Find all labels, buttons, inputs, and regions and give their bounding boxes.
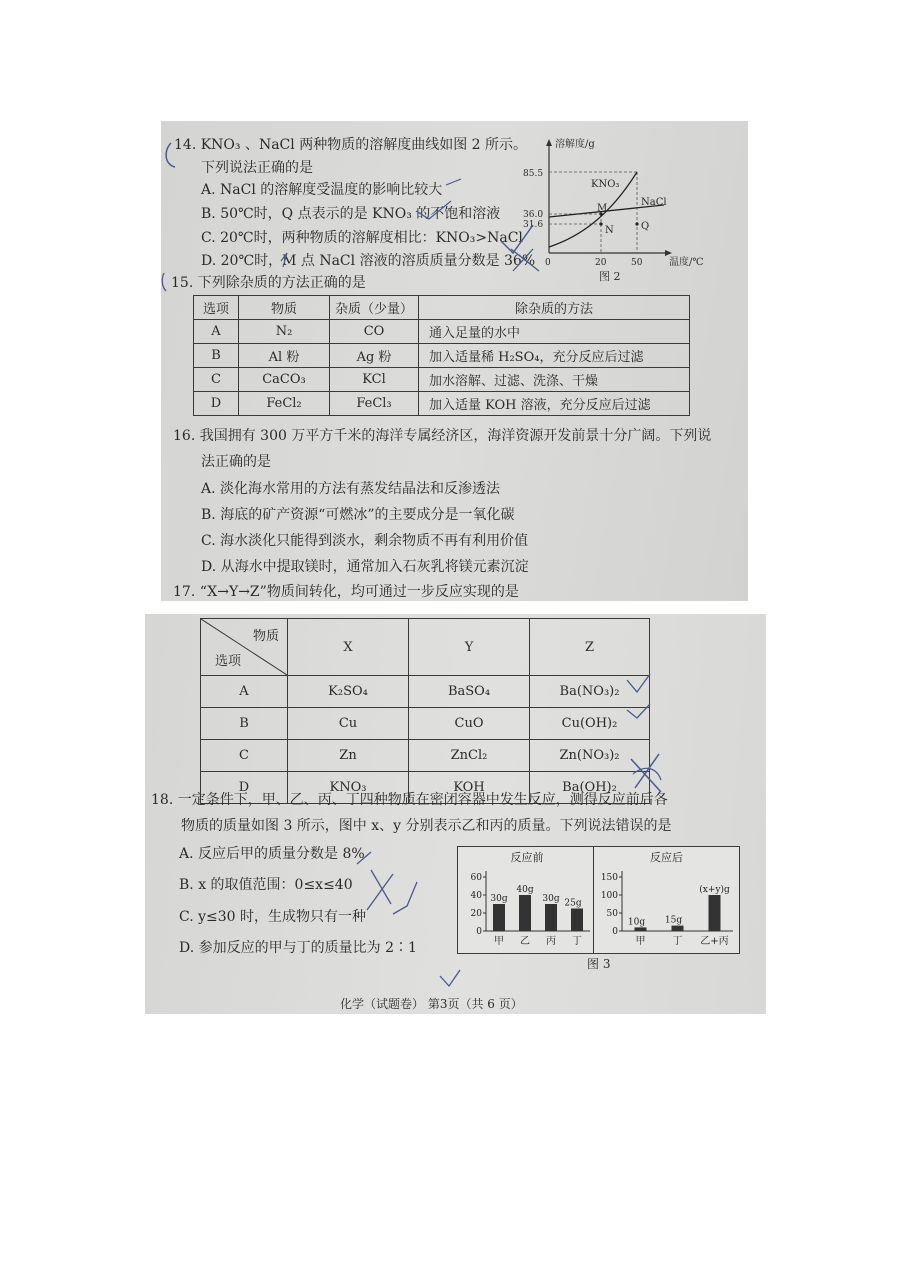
y-tick-label: 20 bbox=[470, 909, 482, 919]
q14-stem-2: 下列说法正确的是 bbox=[201, 160, 313, 176]
table-cell: Cu bbox=[288, 708, 409, 740]
y-tick-label: 40 bbox=[470, 891, 482, 901]
table-cell: FeCl₂ bbox=[239, 392, 330, 416]
table-cell: FeCl₃ bbox=[330, 392, 419, 416]
x-tick-label: 丁 bbox=[672, 936, 683, 947]
y-tick-label: 0 bbox=[476, 927, 482, 937]
q16-stem: 16. 我国拥有 300 万平方千米的海洋专属经济区，海洋资源开发前景十分广阔。下列说 bbox=[173, 428, 712, 444]
table-cell: KNO₃ bbox=[288, 772, 409, 804]
x-tick-label: 丁 bbox=[572, 936, 582, 947]
table-cell: Al 粉 bbox=[239, 344, 330, 368]
table-cell: 通入足量的水中 bbox=[419, 320, 690, 344]
table-cell: B bbox=[201, 708, 288, 740]
x-tick-0: 0 bbox=[545, 258, 551, 268]
q14-option-c: C. 20℃时，两种物质的溶解度相比：KNO₃>NaCl bbox=[201, 230, 523, 246]
solubility-xlabel: 温度/℃ bbox=[669, 257, 704, 268]
label-kno3: KNO₃ bbox=[591, 179, 620, 190]
photo-lower bbox=[145, 614, 766, 1014]
y-tick-label: 150 bbox=[600, 873, 618, 883]
handwritten-marks bbox=[161, 121, 748, 601]
table-header: Z bbox=[530, 619, 650, 676]
corner-label-option: 选项 bbox=[215, 654, 242, 669]
x-tick-50: 50 bbox=[631, 258, 643, 268]
photo-upper bbox=[161, 121, 748, 601]
chart-title: 反应前 bbox=[510, 851, 544, 864]
table-cell: D bbox=[194, 392, 239, 416]
q16-option-c: C. 海水淡化只能得到淡水，剩余物质不再有利用价值 bbox=[201, 533, 529, 549]
table-cell: Zn bbox=[288, 740, 409, 772]
table-cell: Ba(OH)₂ bbox=[530, 772, 650, 804]
table-cell: Zn(NO₃)₂ bbox=[530, 740, 650, 772]
table-cell: 加水溶解、过滤、洗涤、干燥 bbox=[419, 368, 690, 392]
table-cell: B bbox=[194, 344, 239, 368]
figure-3-caption: 图 3 bbox=[587, 957, 611, 971]
q16-option-b: B. 海底的矿产资源“可燃冰”的主要成分是一氧化碳 bbox=[201, 507, 515, 523]
q17-stem: 17. “X→Y→Z”物质间转化，均可通过一步反应实现的是 bbox=[173, 584, 519, 600]
q18-stem: 18. 一定条件下，甲、乙、丙、丁四种物质在密闭容器中发生反应，测得反应前后各 bbox=[151, 792, 668, 808]
q16-option-a: A. 淡化海水常用的方法有蒸发结晶法和反渗透法 bbox=[201, 481, 501, 497]
corner-label-substance: 物质 bbox=[252, 629, 279, 644]
table-header: 选项 bbox=[194, 296, 239, 320]
data-label: 10g bbox=[627, 917, 646, 928]
data-label: 30g bbox=[490, 894, 508, 904]
table-cell: Cu(OH)₂ bbox=[530, 708, 650, 740]
table-cell: C bbox=[201, 740, 288, 772]
table-cell: 加入适量稀 H₂SO₄，充分反应后过滤 bbox=[419, 344, 690, 368]
x-tick-20: 20 bbox=[595, 258, 607, 268]
data-label: 30g bbox=[542, 894, 560, 904]
table-cell: CuO bbox=[409, 708, 530, 740]
q15-stem: 15. 下列除杂质的方法正确的是 bbox=[171, 275, 366, 291]
table-cell: C bbox=[194, 368, 239, 392]
table-cell: A bbox=[194, 320, 239, 344]
q18-option-c: C. y≤30 时，生成物只有一种 bbox=[179, 909, 367, 925]
q18-option-d: D. 参加反应的甲与丁的质量比为 2∶1 bbox=[179, 940, 417, 956]
page-footer: 化学（试题卷） 第3页（共 6 页） bbox=[340, 997, 523, 1011]
y-tick-label: 0 bbox=[612, 927, 618, 937]
table-header: 除杂质的方法 bbox=[419, 296, 690, 320]
chart-title: 反应后 bbox=[650, 851, 683, 864]
table-cell: CO bbox=[330, 320, 419, 344]
q14-option-a: A. NaCl 的溶解度受温度的影响比较大 bbox=[201, 182, 443, 198]
table-cell: 加入适量 KOH 溶液，充分反应后过滤 bbox=[419, 392, 690, 416]
x-tick-label: 乙+丙 bbox=[700, 936, 729, 947]
data-label: (x+y)g bbox=[699, 885, 730, 895]
y-tick-36-0: 36.0 bbox=[523, 210, 544, 220]
q16-stem-2: 法正确的是 bbox=[201, 454, 271, 470]
table-cell: N₂ bbox=[239, 320, 330, 344]
x-tick-label: 乙 bbox=[520, 936, 530, 947]
table-cell: K₂SO₄ bbox=[288, 676, 409, 708]
q16-option-d: D. 从海水中提取镁时，通常加入石灰乳将镁元素沉淀 bbox=[201, 559, 529, 575]
table-cell: KOH bbox=[409, 772, 530, 804]
x-tick-label: 甲 bbox=[494, 936, 504, 947]
table-cell: A bbox=[201, 676, 288, 708]
y-tick-31-6: 31.6 bbox=[523, 220, 544, 230]
x-tick-label: 丙 bbox=[546, 936, 556, 947]
data-label: 25g bbox=[564, 898, 582, 909]
table-cell: Ba(NO₃)₂ bbox=[530, 676, 650, 708]
q18-stem-2: 物质的质量如图 3 所示，图中 x、y 分别表示乙和丙的质量。下列说法错误的是 bbox=[181, 818, 672, 834]
q14-option-d: D. 20℃时，M 点 NaCl 溶液的溶质质量分数是 36% bbox=[201, 253, 536, 269]
table-header: X bbox=[288, 619, 409, 676]
label-nacl: NaCl bbox=[641, 197, 667, 208]
table-cell: ZnCl₂ bbox=[409, 740, 530, 772]
label-q: Q bbox=[641, 221, 650, 232]
y-tick-label: 100 bbox=[600, 891, 618, 901]
table-cell: KCl bbox=[330, 368, 419, 392]
table-header: Y bbox=[409, 619, 530, 676]
label-n: N bbox=[605, 225, 614, 236]
y-tick-85-5: 85.5 bbox=[523, 169, 544, 179]
handwritten-marks-lower bbox=[145, 614, 766, 1014]
figure-2-caption: 图 2 bbox=[599, 270, 621, 283]
table-cell: BaSO₄ bbox=[409, 676, 530, 708]
y-tick-label: 60 bbox=[470, 873, 482, 883]
y-tick-label: 50 bbox=[606, 909, 618, 919]
data-label: 15g bbox=[664, 915, 683, 926]
label-m: M bbox=[597, 203, 608, 214]
q18-option-b: B. x 的取值范围：0≤x≤40 bbox=[179, 877, 353, 893]
solubility-ylabel: 溶解度/g bbox=[555, 139, 595, 150]
x-tick-label: 甲 bbox=[635, 936, 646, 947]
table-cell: D bbox=[201, 772, 288, 804]
table-header: 物质 bbox=[239, 296, 330, 320]
q18-option-a: A. 反应后甲的质量分数是 8% bbox=[179, 846, 365, 862]
table-cell: Ag 粉 bbox=[330, 344, 419, 368]
q14-option-b: B. 50℃时，Q 点表示的是 KNO₃ 的不饱和溶液 bbox=[201, 206, 501, 222]
data-label: 40g bbox=[516, 885, 534, 895]
q14-stem: 14. KNO₃ 、NaCl 两种物质的溶解度曲线如图 2 所示。 bbox=[174, 137, 528, 153]
table-cell: CaCO₃ bbox=[239, 368, 330, 392]
table-header: 杂质（少量） bbox=[330, 296, 419, 320]
